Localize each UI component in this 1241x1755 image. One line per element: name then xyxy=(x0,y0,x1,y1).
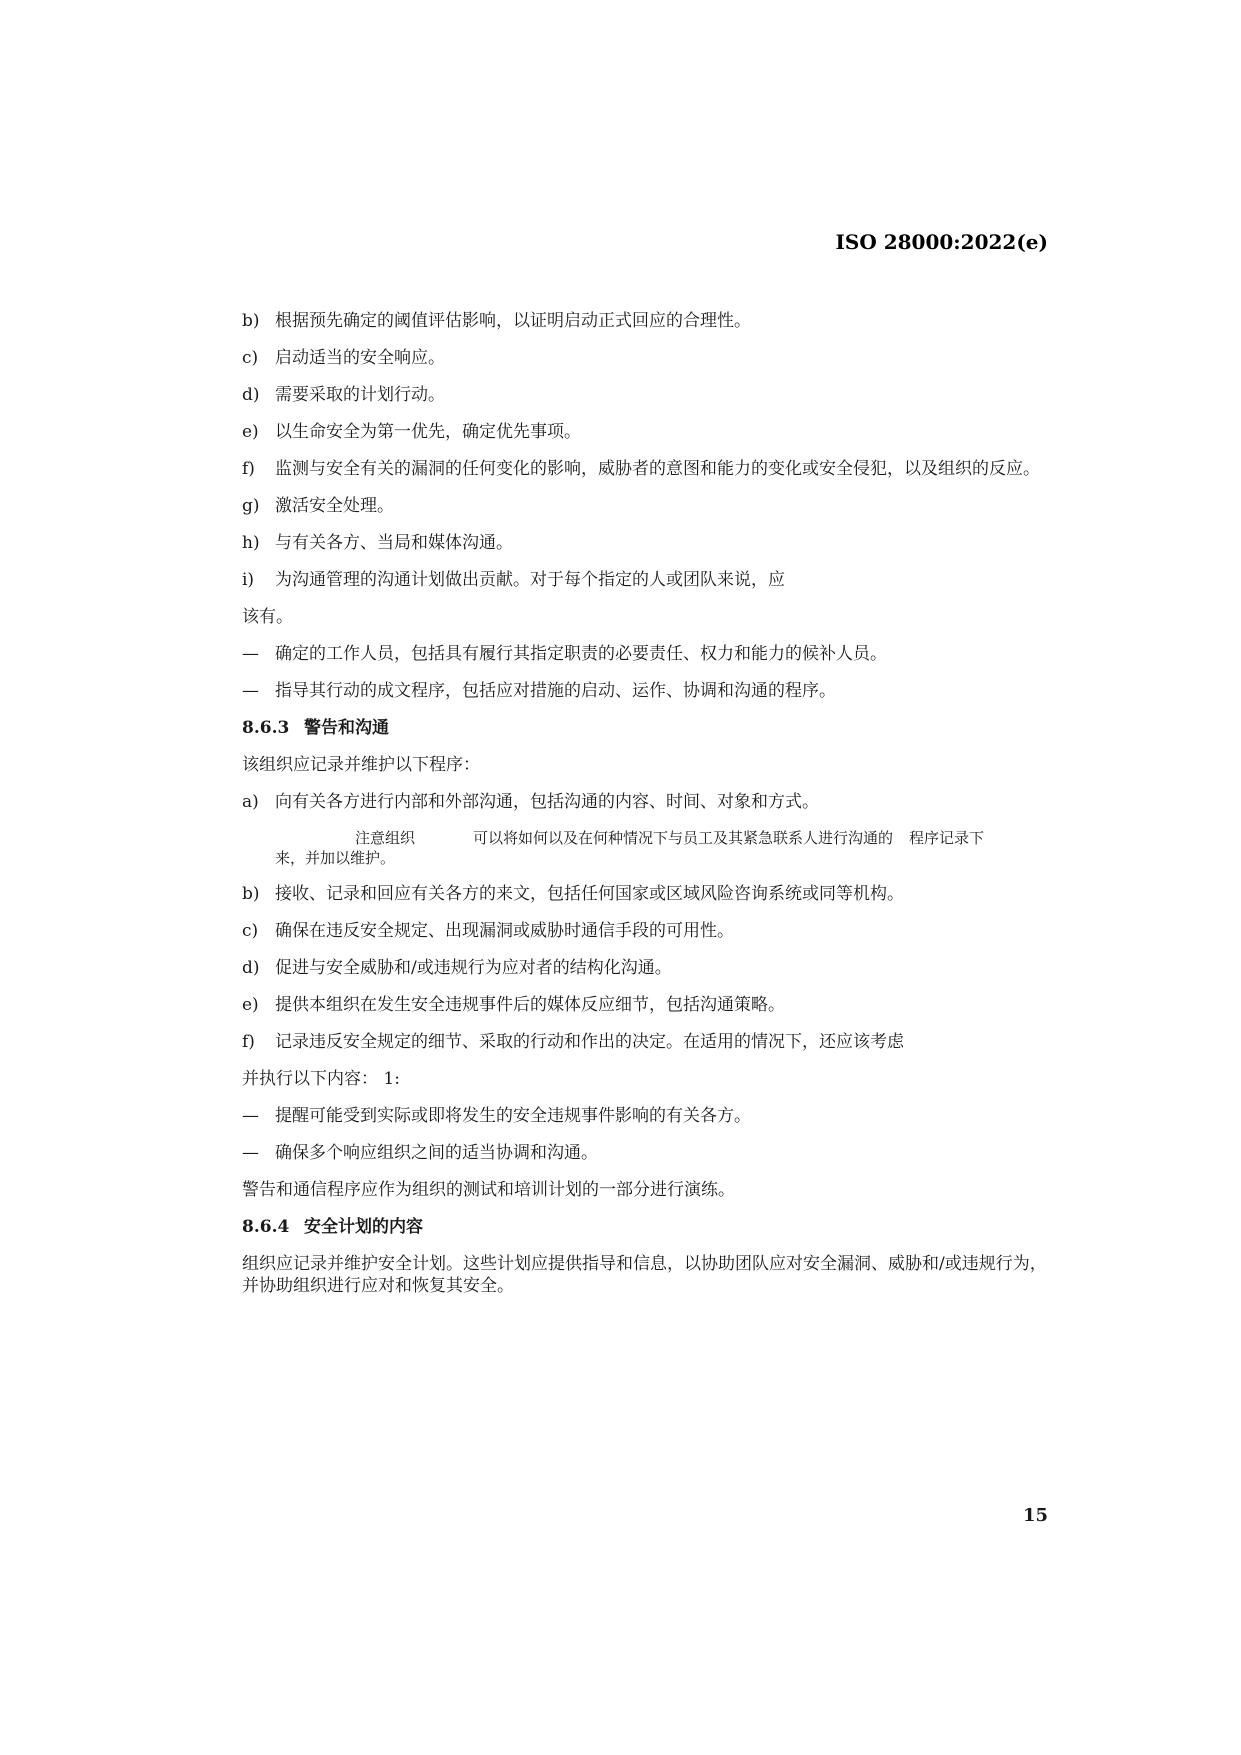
list-item xyxy=(242,458,1052,480)
list-item xyxy=(242,347,1052,369)
dash-marker: — xyxy=(242,1106,259,1126)
list-item xyxy=(242,957,1052,979)
list-marker: f) xyxy=(242,459,255,479)
list-item-text: 与有关各方、当局和媒体沟通。 xyxy=(275,533,513,553)
list-item-text: 为沟通管理的沟通计划做出贡献。对于每个指定的人或团队来说，应 xyxy=(275,570,785,590)
list-marker: b) xyxy=(242,311,260,331)
list-item-text: 需要采取的计划行动。 xyxy=(275,385,445,405)
list-marker: c) xyxy=(242,921,259,941)
list-marker: e) xyxy=(242,995,259,1015)
list-item-text: 确保在违反安全规定、出现漏洞或威胁时通信手段的可用性。 xyxy=(275,921,734,941)
note-part: 来，并加以维护。 xyxy=(275,849,396,867)
dash-marker: — xyxy=(242,1143,259,1163)
paragraph: 并执行以下内容： 1: xyxy=(242,1069,400,1089)
list-item-text: 促进与安全威胁和/或违规行为应对者的结构化沟通。 xyxy=(275,958,672,978)
list-item xyxy=(242,1031,1052,1053)
list-item-text: 监测与安全有关的漏洞的任何变化的影响，威胁者的意图和能力的变化或安全侵犯，以及组织的反应。 xyxy=(275,459,1040,479)
list-marker: f) xyxy=(242,1032,255,1052)
list-item xyxy=(242,569,1052,591)
list-item-text: 启动适当的安全响应。 xyxy=(275,348,445,368)
section-number: 8.6.3 xyxy=(242,718,290,738)
list-marker: c) xyxy=(242,348,259,368)
list-item xyxy=(242,883,1052,905)
section-title: 警告和沟通 xyxy=(304,718,389,738)
section-heading-8-6-4 xyxy=(242,1216,1052,1238)
list-marker: e) xyxy=(242,422,259,442)
paragraph: 组织应记录并维护安全计划。这些计划应提供指导和信息，以协助团队应对安全漏洞、威胁和/或违规行为，并协助组织进行应对和恢复其安全。 xyxy=(242,1254,1047,1296)
note xyxy=(275,828,1052,868)
list-item-text: 根据预先确定的阈值评估影响，以证明启动正式回应的合理性。 xyxy=(275,311,751,331)
note-part: 注意组织 xyxy=(355,829,416,847)
list-item xyxy=(242,920,1052,942)
list-marker: d) xyxy=(242,385,260,405)
list-item-text: 记录违反安全规定的细节、采取的行动和作出的决定。在适用的情况下，还应该考虑 xyxy=(275,1032,904,1052)
list-marker: a) xyxy=(242,792,259,812)
dash-item-text: 确保多个响应组织之间的适当协调和沟通。 xyxy=(275,1143,598,1163)
list-item-text: 以生命安全为第一优先，确定优先事项。 xyxy=(275,422,581,442)
list-item-text: 向有关各方进行内部和外部沟通，包括沟通的内容、时间、对象和方式。 xyxy=(275,792,819,812)
paragraph: 该有。 xyxy=(242,607,293,627)
list-item xyxy=(242,310,1052,332)
list-marker: b) xyxy=(242,884,260,904)
list-item-text: 接收、记录和回应有关各方的来文，包括任何国家或区域风险咨询系统或同等机构。 xyxy=(275,884,904,904)
dash-marker: — xyxy=(242,681,259,701)
document-id-header: ISO 28000:2022(e) xyxy=(835,230,1048,254)
dash-item xyxy=(242,680,1052,702)
dash-item xyxy=(242,1142,1052,1164)
dash-item-text: 指导其行动的成文程序，包括应对措施的启动、运作、协调和沟通的程序。 xyxy=(275,681,836,701)
section-title: 安全计划的内容 xyxy=(304,1217,423,1237)
list-item xyxy=(242,791,1052,813)
list-marker: d) xyxy=(242,958,260,978)
dash-item xyxy=(242,1105,1052,1127)
list-item xyxy=(242,994,1052,1016)
list-item xyxy=(242,495,1052,517)
page-content xyxy=(242,310,1052,1312)
list-item-text: 激活安全处理。 xyxy=(275,496,394,516)
section-heading-8-6-3 xyxy=(242,717,1052,739)
dash-item xyxy=(242,643,1052,665)
list-marker: i) xyxy=(242,570,255,590)
note-part: 程序记录下 xyxy=(909,829,985,847)
note-part: 可以将如何以及在何种情况下与员工及其紧急联系人进行沟通的 xyxy=(473,829,894,847)
list-marker: g) xyxy=(242,496,260,516)
list-item-text: 提供本组织在发生安全违规事件后的媒体反应细节，包括沟通策略。 xyxy=(275,995,785,1015)
dash-item-text: 确定的工作人员，包括具有履行其指定职责的必要责任、权力和能力的候补人员。 xyxy=(275,644,887,664)
dash-item-text: 提醒可能受到实际或即将发生的安全违规事件影响的有关各方。 xyxy=(275,1106,751,1126)
list-item xyxy=(242,384,1052,406)
dash-marker: — xyxy=(242,644,259,664)
list-item xyxy=(242,421,1052,443)
section-number: 8.6.4 xyxy=(242,1217,290,1237)
paragraph: 警告和通信程序应作为组织的测试和培训计划的一部分进行演练。 xyxy=(242,1180,735,1200)
list-item xyxy=(242,532,1052,554)
list-marker: h) xyxy=(242,533,260,553)
page-number: 15 xyxy=(1022,1505,1048,1526)
paragraph: 该组织应记录并维护以下程序： xyxy=(242,755,480,775)
